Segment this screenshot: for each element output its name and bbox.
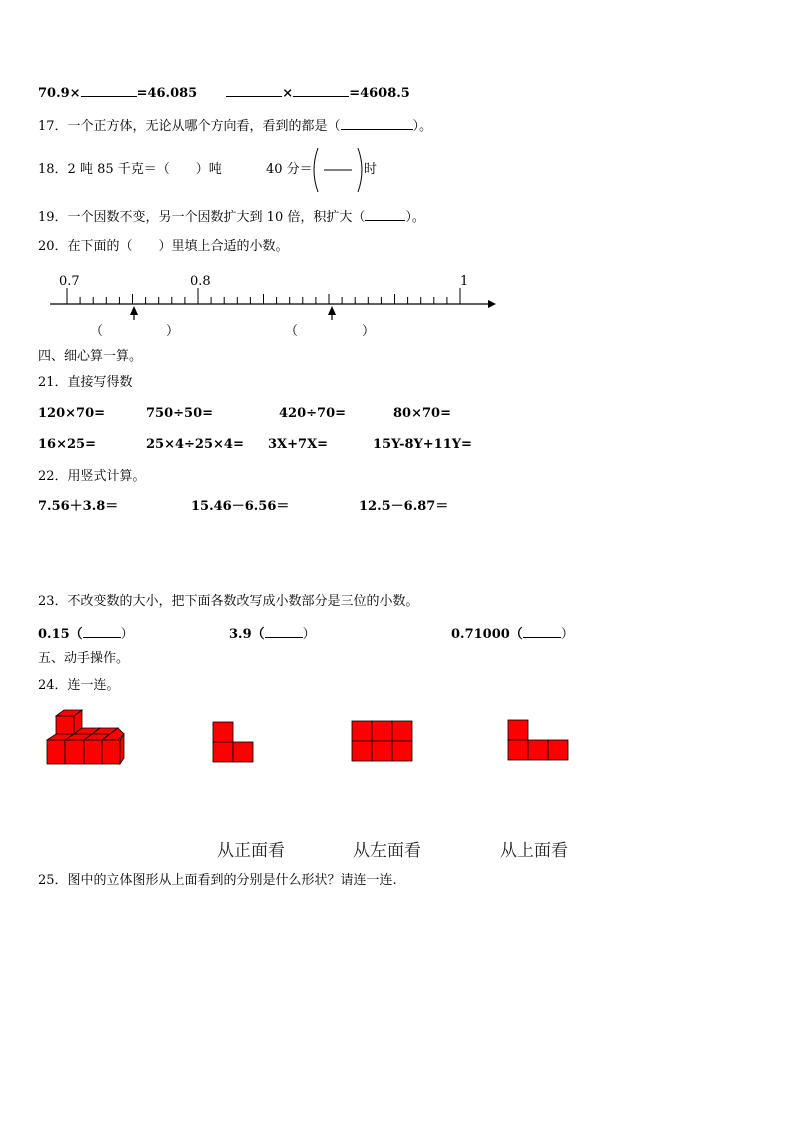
q19-question xyxy=(38,208,425,226)
q16-expr1-right: =46.085 xyxy=(136,86,198,101)
q23-blank-1[interactable] xyxy=(83,625,121,638)
q16-blank-1[interactable] xyxy=(81,84,137,97)
q18-part2 xyxy=(266,162,313,178)
q18-question xyxy=(38,162,222,178)
q19-blank[interactable] xyxy=(365,208,405,221)
q22-item-2: 15.46－6.56＝ xyxy=(191,499,290,514)
q20-answer-2-open: （ xyxy=(285,324,299,339)
q16-blank-2[interactable] xyxy=(226,84,282,97)
q17-close: ）。 xyxy=(412,119,433,134)
label-0-8: 0.8 xyxy=(190,274,211,289)
q23-title: 23．不改变数的大小，把下面各数改写成小数部分是三位的小数。 xyxy=(38,594,419,609)
q21-row1-4: 80×70= xyxy=(393,406,451,421)
q22-item-1: 7.56＋3.8＝ xyxy=(38,499,119,514)
q23-blank-3[interactable] xyxy=(523,625,561,638)
label-1: 1 xyxy=(460,274,469,289)
q24-view-shape-3[interactable] xyxy=(507,719,571,763)
q21-row2-2: 25×4÷25×4= xyxy=(146,437,244,452)
q18-unit: 时 xyxy=(364,162,378,177)
q23-item-1 xyxy=(38,625,134,643)
q23-blank-2[interactable] xyxy=(265,625,303,638)
q20-answer-2-close: ） xyxy=(362,324,376,339)
q16-expr2-right: =4608.5 xyxy=(349,86,410,101)
number-line-ticks xyxy=(67,288,460,304)
q20-number-line xyxy=(40,268,500,348)
q23-item-2-label: 3.9（ xyxy=(229,627,265,642)
q23-item-2-close: ） xyxy=(302,627,316,642)
q21-row1-3: 420÷70= xyxy=(279,406,347,421)
q16-expressions xyxy=(38,84,410,102)
label-0-7: 0.7 xyxy=(59,274,80,289)
q23-item-1-label: 0.15（ xyxy=(38,627,83,642)
q21-row1-1: 120×70= xyxy=(38,406,106,421)
q23-item-3-close: ） xyxy=(560,627,574,642)
q22-title: 22．用竖式计算。 xyxy=(38,469,146,484)
q22-item-3: 12.5－6.87＝ xyxy=(359,499,449,514)
q20-answer-1-open: （ xyxy=(90,324,104,339)
q20-answer-1-close: ） xyxy=(166,324,180,339)
q21-row2-4: 15Y-8Y+11Y= xyxy=(373,437,472,452)
q21-row2-3: 3X+7X= xyxy=(268,437,329,452)
q20-question: 20．在下面的（ ）里填上合适的小数。 xyxy=(38,239,289,254)
q25-question: 25．图中的立体图形从上面看到的分别是什么形状？请连一连. xyxy=(38,873,397,888)
q21-row1-2: 750÷50= xyxy=(146,406,214,421)
q23-item-2 xyxy=(229,625,316,643)
q20-arrow-2 xyxy=(328,306,336,320)
q23-item-1-close: ） xyxy=(120,627,134,642)
q23-item-3 xyxy=(451,625,574,643)
q23-item-3-label: 0.71000（ xyxy=(451,627,523,642)
cube-top-front-face xyxy=(56,716,74,734)
q18-part2-text: 40 分＝ xyxy=(266,162,313,177)
q18-part1: 18．2 吨 85 千克＝（ ）吨 xyxy=(38,162,222,177)
q24-view-shape-2[interactable] xyxy=(351,720,415,764)
q16-blank-3[interactable] xyxy=(293,84,349,97)
section-5-title: 五、动手操作。 xyxy=(38,651,130,666)
q19-text: 19．一个因数不变，另一个因数扩大到 10 倍，积扩大（ xyxy=(38,210,366,225)
cube-right-side-face xyxy=(120,734,124,764)
number-line-arrowhead xyxy=(488,300,496,308)
q24-view-shape-1[interactable] xyxy=(212,720,256,764)
q21-title: 21．直接写得数 xyxy=(38,375,133,390)
section-4-title: 四、细心算一算。 xyxy=(38,349,143,364)
view-label-top: 从上面看 xyxy=(500,841,568,861)
view-label-left: 从左面看 xyxy=(353,841,421,861)
q19-close: ）。 xyxy=(405,210,425,225)
q21-row2-1: 16×25= xyxy=(38,437,96,452)
q16-expr1-left: 70.9× xyxy=(38,86,81,101)
q24-title: 24．连一连。 xyxy=(38,678,120,693)
q24-3d-solid[interactable] xyxy=(44,708,128,770)
view-label-front: 从正面看 xyxy=(217,841,285,861)
q18-fraction-parentheses[interactable] xyxy=(310,146,366,194)
q17-text: 17．一个正方体，无论从哪个方向看，看到的都是（ xyxy=(38,119,341,134)
q17-question xyxy=(38,117,432,135)
q16-expr2-times: × xyxy=(282,86,294,101)
q20-arrow-1 xyxy=(130,306,138,320)
q17-blank[interactable] xyxy=(341,117,413,130)
